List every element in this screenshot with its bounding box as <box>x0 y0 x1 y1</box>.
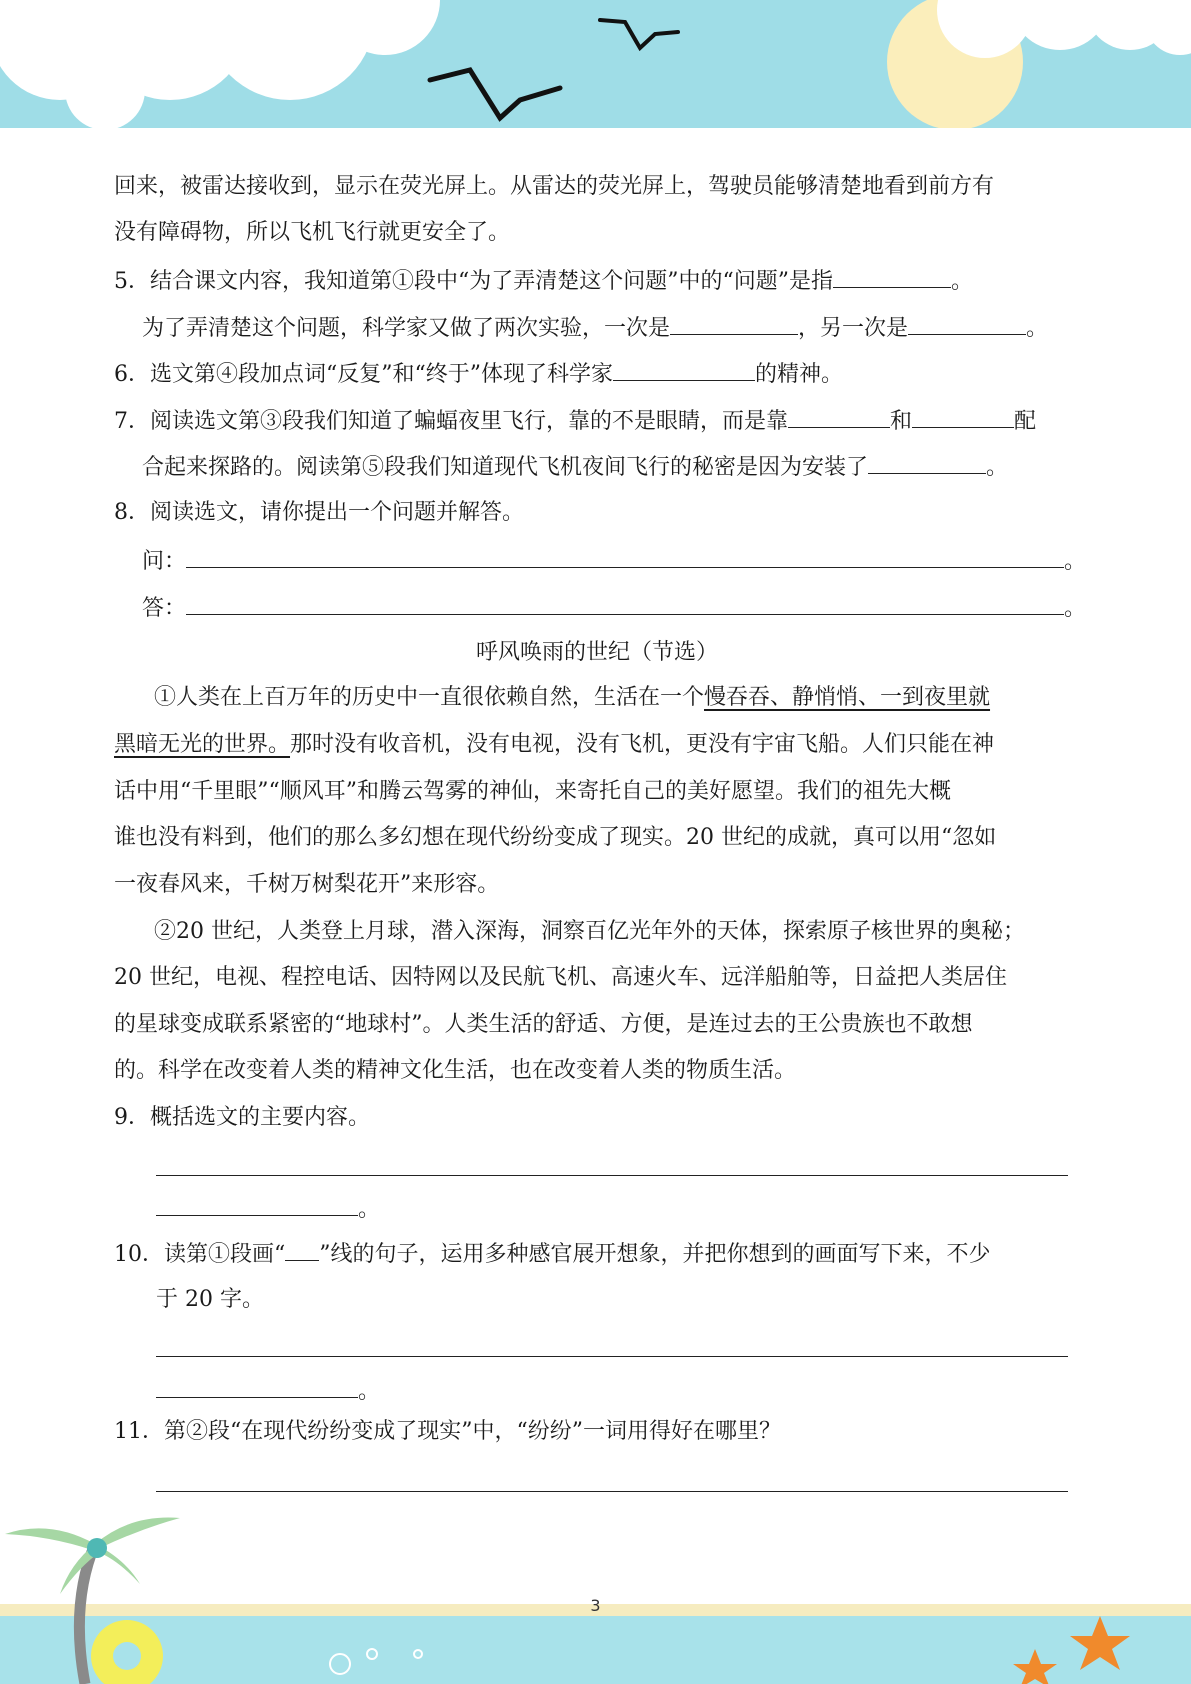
underline-sample <box>285 1238 319 1261</box>
answer-blank[interactable] <box>670 312 798 335</box>
passage1-line: 没有障碍物，所以飞机飞行就更安全了。 <box>114 220 511 245</box>
passage2-line: 谁也没有料到，他们的那么多幻想在现代纷纷变成了现实。20 世纪的成就，真可以用“忽如 <box>114 825 997 850</box>
question-5-text: 5．结合课文内容，我知道第①段中“为了弄清楚这个问题”中的“问题”是指 <box>114 269 833 294</box>
answer-blank[interactable] <box>788 405 890 428</box>
question-9: 9．概括选文的主要内容。 <box>114 1105 370 1130</box>
answer-line-short: 。 <box>156 1375 380 1407</box>
passage2-line: ②20 世纪，人类登上月球，潜入深海，洞察百亿光年外的天体，探索原子核世界的奥秘； <box>154 919 1025 944</box>
underlined-sentence: 黑暗无光的世界。 <box>114 732 291 757</box>
underlined-sentence: 慢吞吞、静悄悄、一到夜里就 <box>704 685 991 710</box>
passage2-line: 话中用“千里眼”“顺风耳”和腾云驾雾的神仙，来寄托自己的美好愿望。我们的祖先大概 <box>114 779 951 804</box>
passage-title: 呼风唤雨的世纪（节选） <box>475 640 718 665</box>
passage2-line: 的星球变成联系紧密的“地球村”。人类生活的舒适、方便，是连过去的王公贵族也不敢想 <box>114 1012 973 1037</box>
page-number: 3 <box>590 1596 601 1615</box>
answer-blank[interactable] <box>833 265 951 288</box>
passage1-line: 回来，被雷达接收到，显示在荧光屏上。从雷达的荧光屏上，驾驶员能够清楚地看到前方有 <box>114 174 995 199</box>
question-11: 11．第②段“在现代纷纷变成了现实”中，“纷纷”一词用得好在哪里？ <box>114 1419 781 1444</box>
answer-line[interactable] <box>156 1356 1068 1357</box>
answer-line[interactable] <box>156 1491 1068 1492</box>
answer-blank[interactable] <box>156 1375 358 1398</box>
answer-blank[interactable] <box>613 358 755 381</box>
passage2-line: 20 世纪，电视、程控电话、因特网以及民航飞机、高速火车、远洋船舶等，日益把人类居住 <box>114 965 1007 990</box>
passage2-line: ①人类在上百万年的历史中一直很依赖自然，生活在一个慢吞吞、静悄悄、一到夜里就 <box>154 685 991 710</box>
passage2-line: 一夜春风来，千树万树梨花开”来形容。 <box>114 872 500 897</box>
question-10-line2: 于 20 字。 <box>156 1287 264 1312</box>
answer-line-short: 。 <box>156 1193 380 1225</box>
answer-blank[interactable] <box>912 405 1014 428</box>
question-5: 5．结合课文内容，我知道第①段中“为了弄清楚这个问题”中的“问题”是指 。 <box>114 265 973 297</box>
question-5-line2: 为了弄清楚这个问题，科学家又做了两次实验，一次是 ，另一次是 。 <box>142 312 1048 344</box>
question-10: 10．读第①段画“ ”线的句子，运用多种感官展开想象，并把你想到的画面写下来，不少 <box>114 1238 991 1270</box>
passage2-line: 的。科学在改变着人类的精神文化生活，也在改变着人类的物质生活。 <box>114 1058 797 1083</box>
header-decoration <box>0 0 1191 135</box>
answer-line[interactable] <box>156 1175 1068 1176</box>
answer-blank[interactable] <box>868 451 986 474</box>
question-8-answer: 答： 。 <box>142 592 1086 624</box>
answer-blank[interactable] <box>908 312 1026 335</box>
answer-line[interactable] <box>186 545 1064 568</box>
question-7: 7．阅读选文第③段我们知道了蝙蝠夜里飞行，靠的不是眼睛，而是靠 和 配 <box>114 405 1036 437</box>
question-8-ask: 问： 。 <box>142 545 1086 577</box>
footer-decoration <box>0 1504 1191 1684</box>
question-7-line2: 合起来探路的。阅读第⑤段我们知道现代飞机夜间飞行的秘密是因为安装了 。 <box>142 451 1008 483</box>
passage2-line: 黑暗无光的世界。那时没有收音机，没有电视，没有飞机，更没有宇宙飞船。人们只能在神 <box>114 732 995 757</box>
question-8: 8．阅读选文，请你提出一个问题并解答。 <box>114 500 524 525</box>
question-6: 6．选文第④段加点词“反复”和“终于”体现了科学家 的精神。 <box>114 358 843 390</box>
answer-blank[interactable] <box>156 1193 358 1216</box>
answer-line[interactable] <box>186 592 1064 615</box>
